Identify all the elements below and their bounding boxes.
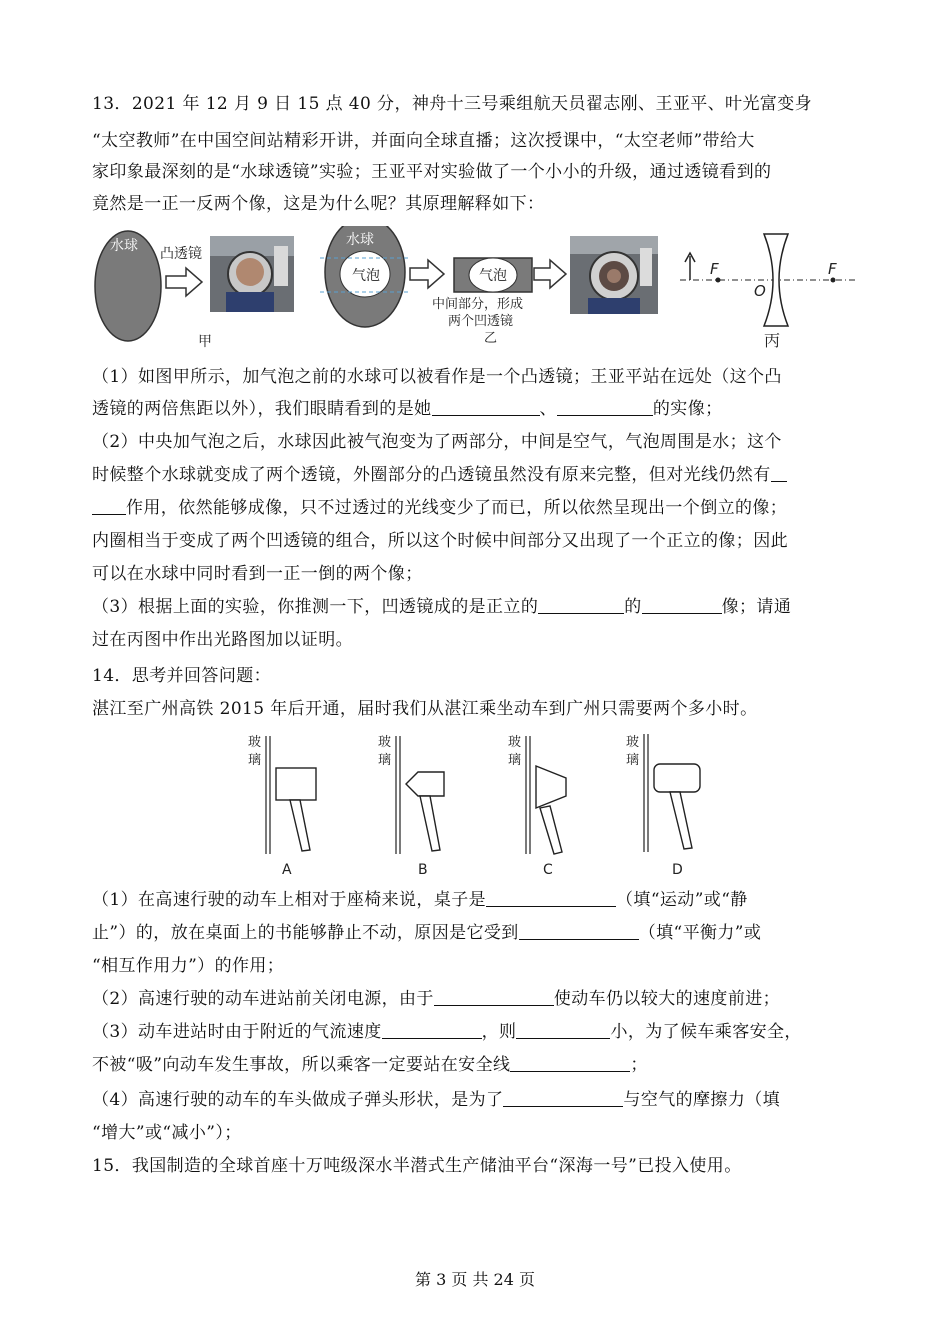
table-option-c — [508, 734, 566, 878]
answer-blank[interactable] — [642, 597, 722, 614]
q13-p2-line-5: 可以在水球中同时看到一正一倒的两个像； — [92, 564, 423, 584]
q14-p4-line-2: “增大”或“减小”）； — [92, 1123, 242, 1143]
arrow-icon — [410, 260, 444, 288]
water-ball-label-2: 水球 — [346, 232, 374, 248]
page-footer: 第 3 页 共 24 页 — [415, 1270, 535, 1289]
table-option-b — [378, 734, 444, 878]
svg-text:璃: 璃 — [626, 753, 640, 768]
q14-intro: 湛江至广州高铁 2015 年后开通，届时我们从湛江乘坐动车到广州只需要两个多小时。 — [92, 699, 758, 719]
label-yi: 乙 — [484, 331, 498, 346]
answer-blank[interactable] — [432, 399, 540, 416]
q14-title: 14．思考并回答问题： — [92, 666, 272, 686]
answer-blank[interactable] — [434, 989, 554, 1006]
q14-p1-line-3: “相互作用力”）的作用； — [92, 956, 285, 976]
q14-p4-line-1: （4）高速行驶的动车的车头做成子弹头形状，是为了 与空气的摩擦力（填 — [92, 1090, 781, 1110]
q15-line-1: 15．我国制造的全球首座十万吨级深水半潜式生产储油平台“深海一号”已投入使用。 — [92, 1156, 742, 1176]
arrow-icon — [166, 268, 202, 296]
answer-blank[interactable] — [92, 498, 126, 515]
q14-p1-line-1: （1）在高速行驶的动车上相对于座椅来说，桌子是 （填“运动”或“静 — [92, 890, 748, 910]
q13-p2-line-4: 内圈相当于变成了两个凹透镜的组合，所以这个时候中间部分又出现了一个正立的像；因此 — [92, 531, 788, 551]
svg-text:B: B — [418, 862, 428, 878]
q14-p3-line-2: 不被“吸”向动车发生事故，所以乘客一定要站在安全线 ； — [92, 1055, 648, 1075]
bubble-label-2: 气泡 — [479, 268, 507, 284]
answer-blank[interactable] — [382, 1022, 482, 1039]
answer-blank[interactable] — [771, 465, 787, 482]
q14-p3-line-1: （3）动车进站时由于附近的气流速度 ，则 小，为了候车乘客安全， — [92, 1022, 802, 1042]
q14-p1-line-2: 止”）的，放在桌面上的书能够静止不动，原因是它受到 （填“平衡力”或 — [92, 923, 762, 943]
middle-note-1: 中间部分，形成 — [432, 297, 524, 312]
q13-line-2: “太空教师”在中国空间站精彩开讲，并面向全球直播；这次授课中，“太空老师”带给大 — [92, 131, 755, 151]
table-option-a — [248, 734, 316, 878]
svg-text:璃: 璃 — [378, 753, 392, 768]
q13-line-1: 13．2021 年 12 月 9 日 15 点 40 分，神舟十三号乘组航天员翟志刚、王亚平、叶光富变身 — [92, 94, 813, 114]
q13-p3-line-2: 过在丙图中作出光路图加以证明。 — [92, 630, 353, 650]
q13-p2-line-2: 时候整个水球就变成了两个透镜，外圈部分的凸透镜虽然没有原来完整，但对光线仍然有 — [92, 465, 787, 485]
svg-text:玻: 玻 — [378, 735, 392, 750]
q13-p2-line-3: 作用，依然能够成像，只不过透过的光线变少了而已，所以依然呈现出一个倒立的像； — [92, 498, 787, 518]
label-bing: 丙 — [764, 331, 781, 350]
q13-p2-line-1: （2）中央加气泡之后，水球因此被气泡变为了两部分，中间是空气，气泡周围是水；这个 — [92, 432, 782, 452]
svg-text:玻: 玻 — [626, 735, 640, 750]
answer-blank[interactable] — [503, 1090, 623, 1107]
answer-blank[interactable] — [510, 1055, 630, 1072]
q13-line-3: 家印象最深刻的是“水球透镜”实验；王亚平对实验做了一个小小的升级，通过透镜看到的 — [92, 162, 772, 182]
answer-blank[interactable] — [557, 399, 653, 416]
answer-blank[interactable] — [516, 1022, 610, 1039]
q14-p2: （2）高速行驶的动车进站前关闭电源，由于 使动车仍以较大的速度前进； — [92, 989, 781, 1009]
q13-p1-line-2: 透镜的两倍焦距以外），我们眼睛看到的是她 、 的实像； — [92, 399, 723, 419]
focus-left-label: F — [710, 260, 719, 278]
svg-text:璃: 璃 — [508, 753, 522, 768]
svg-text:C: C — [543, 862, 553, 878]
middle-note-2: 两个凹透镜 — [448, 314, 514, 329]
q14-figure — [240, 728, 710, 880]
q13-line-4: 竟然是一正一反两个像，这是为什么呢？其原理解释如下： — [92, 194, 545, 214]
focus-right-label: F — [828, 260, 837, 278]
svg-text:A: A — [282, 862, 292, 878]
q13-figure — [88, 226, 868, 356]
answer-blank[interactable] — [538, 597, 624, 614]
convex-lens-label: 凸透镜 — [160, 246, 202, 262]
astronaut-photo-inverted — [210, 236, 294, 312]
astronaut-photo-two-images — [570, 236, 658, 314]
svg-text:璃: 璃 — [248, 753, 262, 768]
answer-blank[interactable] — [519, 923, 639, 940]
svg-text:玻: 玻 — [248, 735, 262, 750]
table-option-d — [626, 734, 700, 878]
optical-center-label: O — [754, 282, 766, 300]
svg-text:D: D — [672, 862, 683, 878]
water-ball-label: 水球 — [110, 238, 138, 254]
arrow-icon — [534, 260, 566, 288]
q13-p1-line-1: （1）如图甲所示，加气泡之前的水球可以被看作是一个凸透镜；王亚平站在远处（这个凸 — [92, 367, 782, 387]
answer-blank[interactable] — [486, 890, 616, 907]
label-jia: 甲 — [198, 334, 212, 350]
bubble-label: 气泡 — [352, 268, 380, 284]
svg-text:玻: 玻 — [508, 735, 522, 750]
q13-p3-line-1: （3）根据上面的实验，你推测一下，凹透镜成的是正立的 的 像；请通 — [92, 597, 792, 617]
